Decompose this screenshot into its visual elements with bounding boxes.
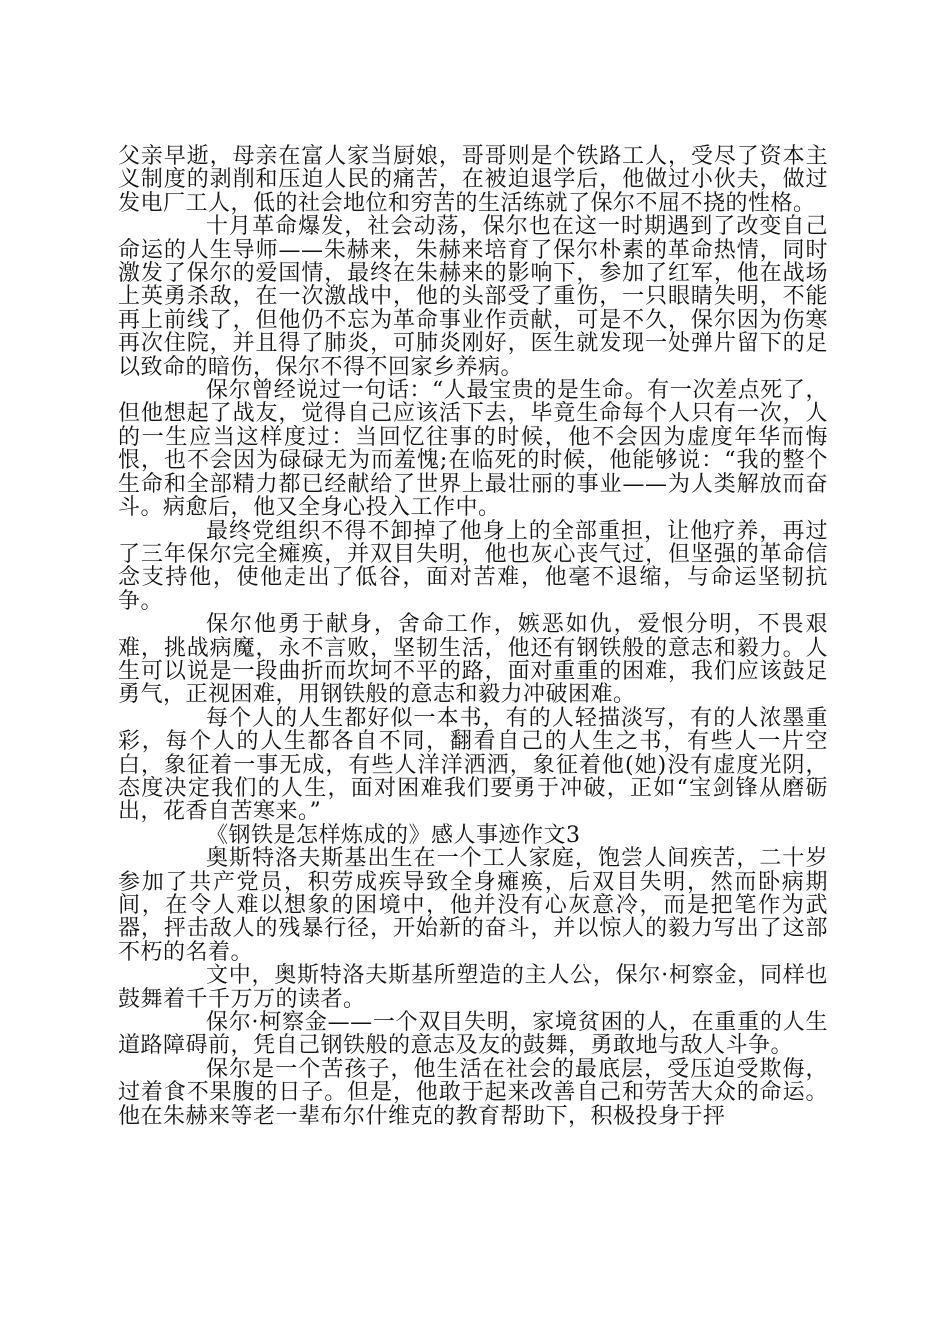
paragraph-3: 保尔曾经说过一句话：“人最宝贵的是生命。有一次差点死了，但他想起了战友，觉得自己应该活下去，毕竟生命每个人只有一次，人的一生应当这样度过：当回忆往事的时候，他不会因为虚度年华而悔恨，也不会因为碌碌无为而羞愧;在临死的时候，他能够说：“我的整个生命和全部精力都已经献给了世界上最壮丽的事业——为人类解放而奋斗。病愈后，他又全身心投入工作中。 bbox=[118, 378, 828, 521]
paragraph-4: 最终党组织不得不卸掉了他身上的全部重担，让他疗养，再过了三年保尔完全瘫痪，并双目失明，他也灰心丧气过，但坚强的革命信念支持他，使他走出了低谷，面对苦难，他毫不退缩，与命运坚韧抗争。 bbox=[118, 518, 828, 614]
section-heading: 《钢铁是怎样炼成的》感人事迹作文3 bbox=[206, 822, 581, 848]
paragraph-2: 十月革命爆发，社会动荡，保尔也在这一时期遇到了改变自己命运的人生导师——朱赫来，朱赫来培育了保尔朴素的革命热情，同时激发了保尔的爱国情，最终在朱赫来的影响下，参加了红军，他在战场上英勇杀敌，在一次激战中，他的头部受了重伤，一只眼睛失明，不能再上前线了，但他仍不忘为革命事业作贡献，可是不久，保尔因为伤寒再次住院，并且得了肺炎，可肺炎刚好，医生就发现一处弹片留下的足以致命的暗伤，保尔不得不回家乡养病。 bbox=[118, 214, 828, 380]
paragraph-9: 保尔·柯察金——一个双目失明，家境贫困的人，在重重的人生道路障碍前，凭自己钢铁般的意志及友的鼓舞，勇敢地与敌人斗争。 bbox=[118, 1010, 828, 1059]
paragraph-10: 保尔是一个苦孩子，他生活在社会的最底层，受压迫受欺侮，过着食不果腹的日子。但是，他敢于起来改善自己和劳苦大众的命运。他在朱赫来等老一辈布尔什维克的教育帮助下，积极投身于抨 bbox=[118, 1056, 828, 1129]
paragraph-6: 每个人的人生都好似一本书，有的人轻描淡写，有的人浓墨重彩，每个人的人生都各自不同，翻看自己的人生之书，有些人一片空白，象征着一事无成，有些人洋洋洒洒，象征着他(她)没有虚度光阴，态度决定我们的人生，面对困难我们要勇于冲破，正如“宝剑锋从磨砺出，花香自苦寒来。” bbox=[118, 705, 828, 825]
paragraph-1: 父亲早逝，母亲在富人家当厨娘，哥哥则是个铁路工人，受尽了资本主义制度的剥削和压迫人民的痛苦，在被迫退学后，他做过小伙夫，做过发电厂工人，低的社会地位和穷苦的生活练就了保尔不屈不挠的性格。 bbox=[118, 144, 828, 216]
document-body bbox=[118, 145, 828, 1128]
paragraph-7: 奥斯特洛夫斯基出生在一个工人家庭，饱尝人间疾苦，二十岁参加了共产党员，积劳成疾导致全身瘫痪，后双目失明，然而卧病期间，在令人难以想象的困境中，他并没有心灰意冷，而是把笔作为武器，抨击敌人的残暴行径，开始新的奋斗，并以惊人的毅力写出了这部不朽的名着。 bbox=[118, 846, 828, 965]
paragraph-5: 保尔他勇于献身，舍命工作，嫉恶如仇，爱恨分明，不畏艰难，挑战病魔，永不言败，坚韧生活，他还有钢铁般的意志和毅力。人生可以说是一段曲折而坎坷不平的路，面对重重的困难，我们应该鼓足勇气，正视困难，用钢铁般的意志和毅力冲破困难。 bbox=[118, 612, 828, 708]
paragraph-8: 文中，奥斯特洛夫斯基所塑造的主人公，保尔·柯察金，同样也鼓舞着千千万万的读者。 bbox=[118, 963, 828, 1012]
